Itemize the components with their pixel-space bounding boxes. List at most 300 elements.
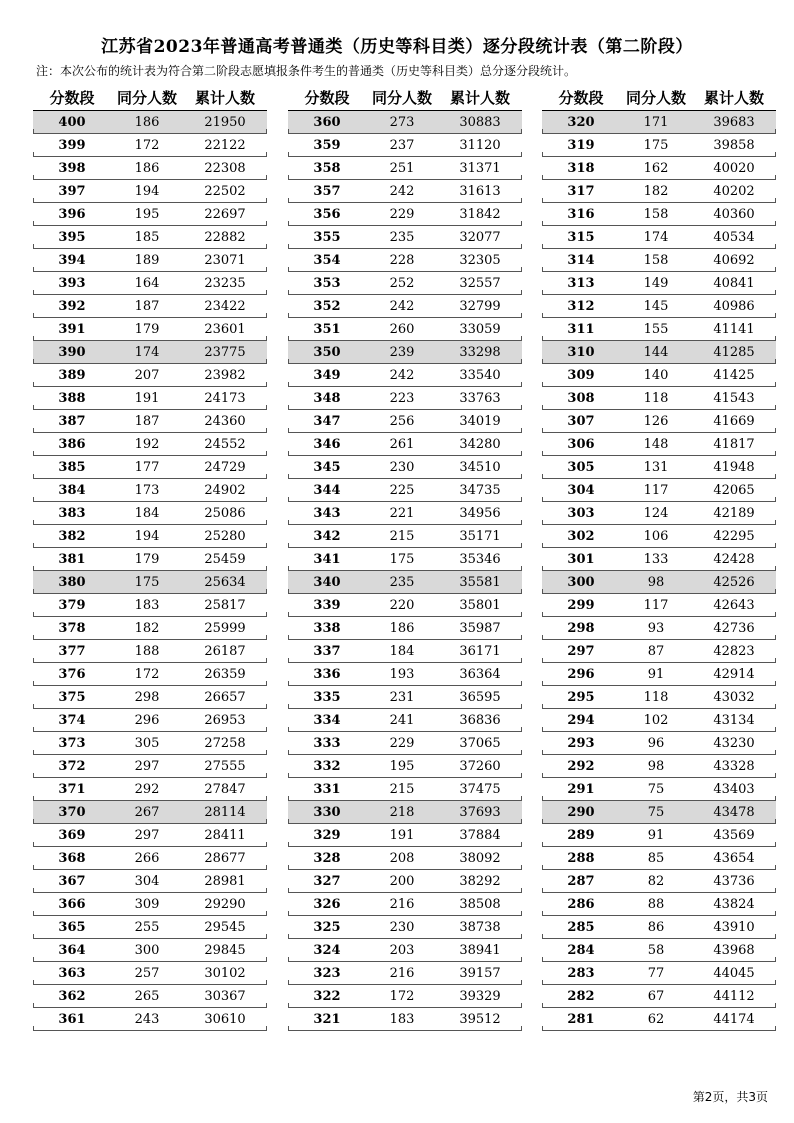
score-cell: 337 [313, 643, 341, 659]
score-cell: 313 [567, 275, 595, 291]
table-row [288, 778, 522, 801]
cumulative-count-cell: 24729 [204, 459, 246, 475]
cumulative-count-cell: 38292 [459, 873, 501, 889]
table-row [33, 479, 267, 502]
table-row [33, 640, 267, 663]
score-cell: 358 [313, 160, 341, 176]
same-score-count-cell: 175 [643, 137, 669, 153]
cumulative-count-cell: 35346 [459, 551, 501, 567]
table-row [288, 525, 522, 548]
cumulative-count-cell: 42295 [713, 528, 755, 544]
table-row [33, 456, 267, 479]
cumulative-count-cell: 37065 [459, 735, 501, 751]
score-cell: 391 [58, 321, 86, 337]
cumulative-count-cell: 24360 [204, 413, 246, 429]
cumulative-count-cell: 38092 [459, 850, 501, 866]
table-row [542, 456, 776, 479]
table-row [33, 847, 267, 870]
score-table-column-1 [33, 84, 267, 1031]
score-cell: 322 [313, 988, 341, 1004]
table-row [542, 180, 776, 203]
table-row [542, 640, 776, 663]
cumulative-count-cell: 21950 [204, 114, 246, 130]
score-cell: 309 [567, 367, 595, 383]
header-same-score-count: 同分人数 [625, 88, 686, 107]
same-score-count-cell: 309 [134, 896, 160, 912]
score-cell: 395 [58, 229, 86, 245]
table-row [288, 1008, 522, 1031]
cumulative-count-cell: 25634 [204, 574, 246, 590]
cumulative-count-cell: 43403 [713, 781, 755, 797]
cumulative-count-cell: 44045 [713, 965, 755, 981]
score-cell: 352 [313, 298, 341, 314]
same-score-count-cell: 186 [389, 620, 415, 636]
score-cell: 356 [313, 206, 341, 222]
same-score-count-cell: 117 [643, 482, 669, 498]
table-row [33, 249, 267, 272]
table-row [288, 433, 522, 456]
cumulative-count-cell: 33763 [459, 390, 501, 406]
table-row [33, 732, 267, 755]
score-cell: 348 [313, 390, 341, 406]
table-row [33, 985, 267, 1008]
score-cell: 282 [567, 988, 595, 1004]
table-row [33, 870, 267, 893]
cumulative-count-cell: 29845 [204, 942, 246, 958]
cumulative-count-cell: 40986 [713, 298, 755, 314]
table-row [33, 318, 267, 341]
same-score-count-cell: 188 [134, 643, 160, 659]
table-row [33, 663, 267, 686]
score-cell: 339 [313, 597, 341, 613]
table-row [33, 686, 267, 709]
score-cell: 304 [567, 482, 595, 498]
cumulative-count-cell: 40020 [713, 160, 755, 176]
cumulative-count-cell: 30102 [204, 965, 246, 981]
table-row [33, 341, 267, 364]
cumulative-count-cell: 34735 [459, 482, 501, 498]
same-score-count-cell: 242 [389, 183, 415, 199]
cumulative-count-cell: 35987 [459, 620, 501, 636]
cumulative-count-cell: 32799 [459, 298, 501, 314]
table-row [542, 594, 776, 617]
cumulative-count-cell: 31120 [459, 137, 501, 153]
cumulative-count-cell: 26657 [204, 689, 246, 705]
score-cell: 387 [58, 413, 86, 429]
same-score-count-cell: 195 [389, 758, 415, 774]
same-score-count-cell: 93 [647, 620, 665, 636]
same-score-count-cell: 193 [389, 666, 415, 682]
same-score-count-cell: 252 [389, 275, 415, 291]
same-score-count-cell: 126 [643, 413, 669, 429]
cumulative-count-cell: 40202 [713, 183, 755, 199]
table-rows [542, 110, 776, 1031]
same-score-count-cell: 296 [134, 712, 160, 728]
score-cell: 362 [58, 988, 86, 1004]
table-row [288, 893, 522, 916]
score-cell: 367 [58, 873, 86, 889]
table-row [33, 295, 267, 318]
cumulative-count-cell: 39858 [713, 137, 755, 153]
score-cell: 390 [58, 344, 86, 360]
table-row [288, 134, 522, 157]
cumulative-count-cell: 37693 [459, 804, 501, 820]
table-row [542, 134, 776, 157]
table-row [542, 962, 776, 985]
cumulative-count-cell: 41141 [713, 321, 755, 337]
table-row [288, 801, 522, 824]
score-cell: 284 [567, 942, 595, 958]
same-score-count-cell: 86 [647, 919, 665, 935]
score-cell: 320 [567, 114, 595, 130]
table-row [542, 525, 776, 548]
cumulative-count-cell: 23071 [204, 252, 246, 268]
same-score-count-cell: 191 [134, 390, 160, 406]
table-row [542, 249, 776, 272]
same-score-count-cell: 77 [647, 965, 665, 981]
score-cell: 298 [567, 620, 595, 636]
cumulative-count-cell: 41285 [713, 344, 755, 360]
table-row [288, 755, 522, 778]
cumulative-count-cell: 28981 [204, 873, 246, 889]
score-cell: 383 [58, 505, 86, 521]
score-cell: 319 [567, 137, 595, 153]
score-cell: 354 [313, 252, 341, 268]
table-row [33, 226, 267, 249]
same-score-count-cell: 187 [134, 298, 160, 314]
cumulative-count-cell: 24173 [204, 390, 246, 406]
table-row [542, 387, 776, 410]
table-note: 注：本次公布的统计表为符合第二阶段志愿填报条件考生的普通类（历史等科目类）总分逐分段统计。 [36, 64, 577, 78]
cumulative-count-cell: 29545 [204, 919, 246, 935]
header-cumulative-count: 累计人数 [449, 88, 510, 107]
same-score-count-cell: 175 [389, 551, 415, 567]
score-cell: 349 [313, 367, 341, 383]
table-row [288, 203, 522, 226]
cumulative-count-cell: 24902 [204, 482, 246, 498]
same-score-count-cell: 124 [643, 505, 669, 521]
table-row [288, 318, 522, 341]
cumulative-count-cell: 37475 [459, 781, 501, 797]
cumulative-count-cell: 38508 [459, 896, 501, 912]
cumulative-count-cell: 25086 [204, 505, 246, 521]
score-cell: 328 [313, 850, 341, 866]
same-score-count-cell: 239 [389, 344, 415, 360]
same-score-count-cell: 91 [647, 666, 665, 682]
same-score-count-cell: 148 [643, 436, 669, 452]
same-score-count-cell: 62 [647, 1011, 665, 1027]
same-score-count-cell: 208 [389, 850, 415, 866]
page-title: 江苏省2023年普通高考普通类（历史等科目类）逐分段统计表（第二阶段） [101, 37, 693, 57]
cumulative-count-cell: 42736 [713, 620, 755, 636]
same-score-count-cell: 171 [643, 114, 669, 130]
table-row [288, 962, 522, 985]
table-row [542, 824, 776, 847]
same-score-count-cell: 75 [647, 781, 665, 797]
table-row [288, 686, 522, 709]
table-rows [33, 110, 267, 1031]
table-row [33, 801, 267, 824]
score-cell: 353 [313, 275, 341, 291]
table-row [33, 893, 267, 916]
score-cell: 361 [58, 1011, 86, 1027]
same-score-count-cell: 292 [134, 781, 160, 797]
score-cell: 318 [567, 160, 595, 176]
score-cell: 334 [313, 712, 341, 728]
table-row [33, 111, 267, 134]
same-score-count-cell: 174 [134, 344, 160, 360]
score-cell: 379 [58, 597, 86, 613]
same-score-count-cell: 173 [134, 482, 160, 498]
table-row [288, 180, 522, 203]
score-cell: 381 [58, 551, 86, 567]
score-cell: 317 [567, 183, 595, 199]
cumulative-count-cell: 34019 [459, 413, 501, 429]
score-cell: 357 [313, 183, 341, 199]
cumulative-count-cell: 41425 [713, 367, 755, 383]
score-cell: 301 [567, 551, 595, 567]
table-row [542, 226, 776, 249]
score-cell: 338 [313, 620, 341, 636]
score-cell: 359 [313, 137, 341, 153]
score-cell: 382 [58, 528, 86, 544]
cumulative-count-cell: 39329 [459, 988, 501, 1004]
table-row [542, 410, 776, 433]
cumulative-count-cell: 43478 [713, 804, 755, 820]
same-score-count-cell: 85 [647, 850, 665, 866]
same-score-count-cell: 298 [134, 689, 160, 705]
table-row [288, 732, 522, 755]
same-score-count-cell: 225 [389, 482, 415, 498]
table-row [288, 847, 522, 870]
same-score-count-cell: 300 [134, 942, 160, 958]
header-cumulative-count: 累计人数 [703, 88, 764, 107]
table-row [542, 548, 776, 571]
table-row [33, 157, 267, 180]
same-score-count-cell: 242 [389, 298, 415, 314]
score-cell: 364 [58, 942, 86, 958]
cumulative-count-cell: 28114 [204, 804, 246, 820]
table-row [542, 364, 776, 387]
cumulative-count-cell: 36364 [459, 666, 501, 682]
cumulative-count-cell: 22122 [204, 137, 246, 153]
score-cell: 295 [567, 689, 595, 705]
same-score-count-cell: 229 [389, 206, 415, 222]
score-cell: 366 [58, 896, 86, 912]
table-row [288, 617, 522, 640]
same-score-count-cell: 182 [134, 620, 160, 636]
score-cell: 311 [567, 321, 595, 337]
table-row [288, 456, 522, 479]
cumulative-count-cell: 42914 [713, 666, 755, 682]
cumulative-count-cell: 41543 [713, 390, 755, 406]
same-score-count-cell: 230 [389, 919, 415, 935]
score-cell: 290 [567, 804, 595, 820]
cumulative-count-cell: 39512 [459, 1011, 501, 1027]
score-cell: 388 [58, 390, 86, 406]
table-row [542, 341, 776, 364]
cumulative-count-cell: 39683 [713, 114, 755, 130]
cumulative-count-cell: 23601 [204, 321, 246, 337]
table-row [288, 295, 522, 318]
cumulative-count-cell: 26359 [204, 666, 246, 682]
header-cumulative-count: 累计人数 [194, 88, 255, 107]
cumulative-count-cell: 41948 [713, 459, 755, 475]
table-row [542, 893, 776, 916]
table-row [542, 663, 776, 686]
cumulative-count-cell: 34510 [459, 459, 501, 475]
table-header [288, 84, 522, 110]
table-row [288, 548, 522, 571]
score-cell: 345 [313, 459, 341, 475]
same-score-count-cell: 145 [643, 298, 669, 314]
cumulative-count-cell: 40841 [713, 275, 755, 291]
same-score-count-cell: 221 [389, 505, 415, 521]
cumulative-count-cell: 23775 [204, 344, 246, 360]
table-row [542, 502, 776, 525]
cumulative-count-cell: 42643 [713, 597, 755, 613]
score-cell: 350 [313, 344, 341, 360]
same-score-count-cell: 265 [134, 988, 160, 1004]
same-score-count-cell: 192 [134, 436, 160, 452]
cumulative-count-cell: 30610 [204, 1011, 246, 1027]
cumulative-count-cell: 41669 [713, 413, 755, 429]
same-score-count-cell: 131 [643, 459, 669, 475]
table-row [288, 410, 522, 433]
table-row [288, 226, 522, 249]
score-cell: 312 [567, 298, 595, 314]
cumulative-count-cell: 34956 [459, 505, 501, 521]
score-cell: 291 [567, 781, 595, 797]
table-row [33, 134, 267, 157]
cumulative-count-cell: 39157 [459, 965, 501, 981]
table-row [33, 824, 267, 847]
table-row [542, 778, 776, 801]
score-cell: 283 [567, 965, 595, 981]
same-score-count-cell: 172 [134, 137, 160, 153]
score-cell: 400 [58, 114, 86, 130]
same-score-count-cell: 255 [134, 919, 160, 935]
score-cell: 375 [58, 689, 86, 705]
same-score-count-cell: 133 [643, 551, 669, 567]
table-row [33, 939, 267, 962]
cumulative-count-cell: 31842 [459, 206, 501, 222]
table-row [288, 502, 522, 525]
same-score-count-cell: 118 [643, 390, 669, 406]
same-score-count-cell: 179 [134, 321, 160, 337]
score-cell: 332 [313, 758, 341, 774]
score-cell: 341 [313, 551, 341, 567]
same-score-count-cell: 140 [643, 367, 669, 383]
cumulative-count-cell: 43736 [713, 873, 755, 889]
score-cell: 325 [313, 919, 341, 935]
table-row [288, 272, 522, 295]
table-row [542, 801, 776, 824]
cumulative-count-cell: 22502 [204, 183, 246, 199]
cumulative-count-cell: 43569 [713, 827, 755, 843]
score-cell: 347 [313, 413, 341, 429]
same-score-count-cell: 228 [389, 252, 415, 268]
cumulative-count-cell: 44174 [713, 1011, 755, 1027]
same-score-count-cell: 231 [389, 689, 415, 705]
cumulative-count-cell: 26953 [204, 712, 246, 728]
score-cell: 363 [58, 965, 86, 981]
table-row [33, 502, 267, 525]
cumulative-count-cell: 33540 [459, 367, 501, 383]
cumulative-count-cell: 38738 [459, 919, 501, 935]
score-cell: 365 [58, 919, 86, 935]
score-cell: 299 [567, 597, 595, 613]
table-row [542, 617, 776, 640]
score-cell: 374 [58, 712, 86, 728]
cumulative-count-cell: 33298 [459, 344, 501, 360]
table-row [542, 479, 776, 502]
same-score-count-cell: 261 [389, 436, 415, 452]
same-score-count-cell: 144 [643, 344, 669, 360]
score-cell: 393 [58, 275, 86, 291]
table-rows [288, 110, 522, 1031]
table-row [33, 272, 267, 295]
table-row [288, 916, 522, 939]
cumulative-count-cell: 25999 [204, 620, 246, 636]
same-score-count-cell: 183 [389, 1011, 415, 1027]
score-cell: 281 [567, 1011, 595, 1027]
cumulative-count-cell: 38941 [459, 942, 501, 958]
score-cell: 386 [58, 436, 86, 452]
table-row [542, 709, 776, 732]
same-score-count-cell: 241 [389, 712, 415, 728]
same-score-count-cell: 251 [389, 160, 415, 176]
same-score-count-cell: 67 [647, 988, 665, 1004]
cumulative-count-cell: 27847 [204, 781, 246, 797]
table-row [288, 387, 522, 410]
score-cell: 355 [313, 229, 341, 245]
same-score-count-cell: 158 [643, 252, 669, 268]
table-row [33, 1008, 267, 1031]
cumulative-count-cell: 43032 [713, 689, 755, 705]
cumulative-count-cell: 43824 [713, 896, 755, 912]
score-cell: 321 [313, 1011, 341, 1027]
score-cell: 306 [567, 436, 595, 452]
same-score-count-cell: 186 [134, 114, 160, 130]
table-row [33, 387, 267, 410]
same-score-count-cell: 218 [389, 804, 415, 820]
cumulative-count-cell: 23982 [204, 367, 246, 383]
table-row [542, 985, 776, 1008]
same-score-count-cell: 158 [643, 206, 669, 222]
same-score-count-cell: 304 [134, 873, 160, 889]
cumulative-count-cell: 27555 [204, 758, 246, 774]
table-row [33, 548, 267, 571]
table-row [542, 318, 776, 341]
same-score-count-cell: 191 [389, 827, 415, 843]
cumulative-count-cell: 22697 [204, 206, 246, 222]
score-cell: 344 [313, 482, 341, 498]
header-same-score-count: 同分人数 [116, 88, 177, 107]
score-cell: 323 [313, 965, 341, 981]
table-row [288, 249, 522, 272]
same-score-count-cell: 183 [134, 597, 160, 613]
table-row [542, 939, 776, 962]
same-score-count-cell: 203 [389, 942, 415, 958]
same-score-count-cell: 155 [643, 321, 669, 337]
table-row [33, 778, 267, 801]
score-cell: 286 [567, 896, 595, 912]
same-score-count-cell: 98 [647, 758, 665, 774]
same-score-count-cell: 207 [134, 367, 160, 383]
cumulative-count-cell: 27258 [204, 735, 246, 751]
cumulative-count-cell: 42823 [713, 643, 755, 659]
